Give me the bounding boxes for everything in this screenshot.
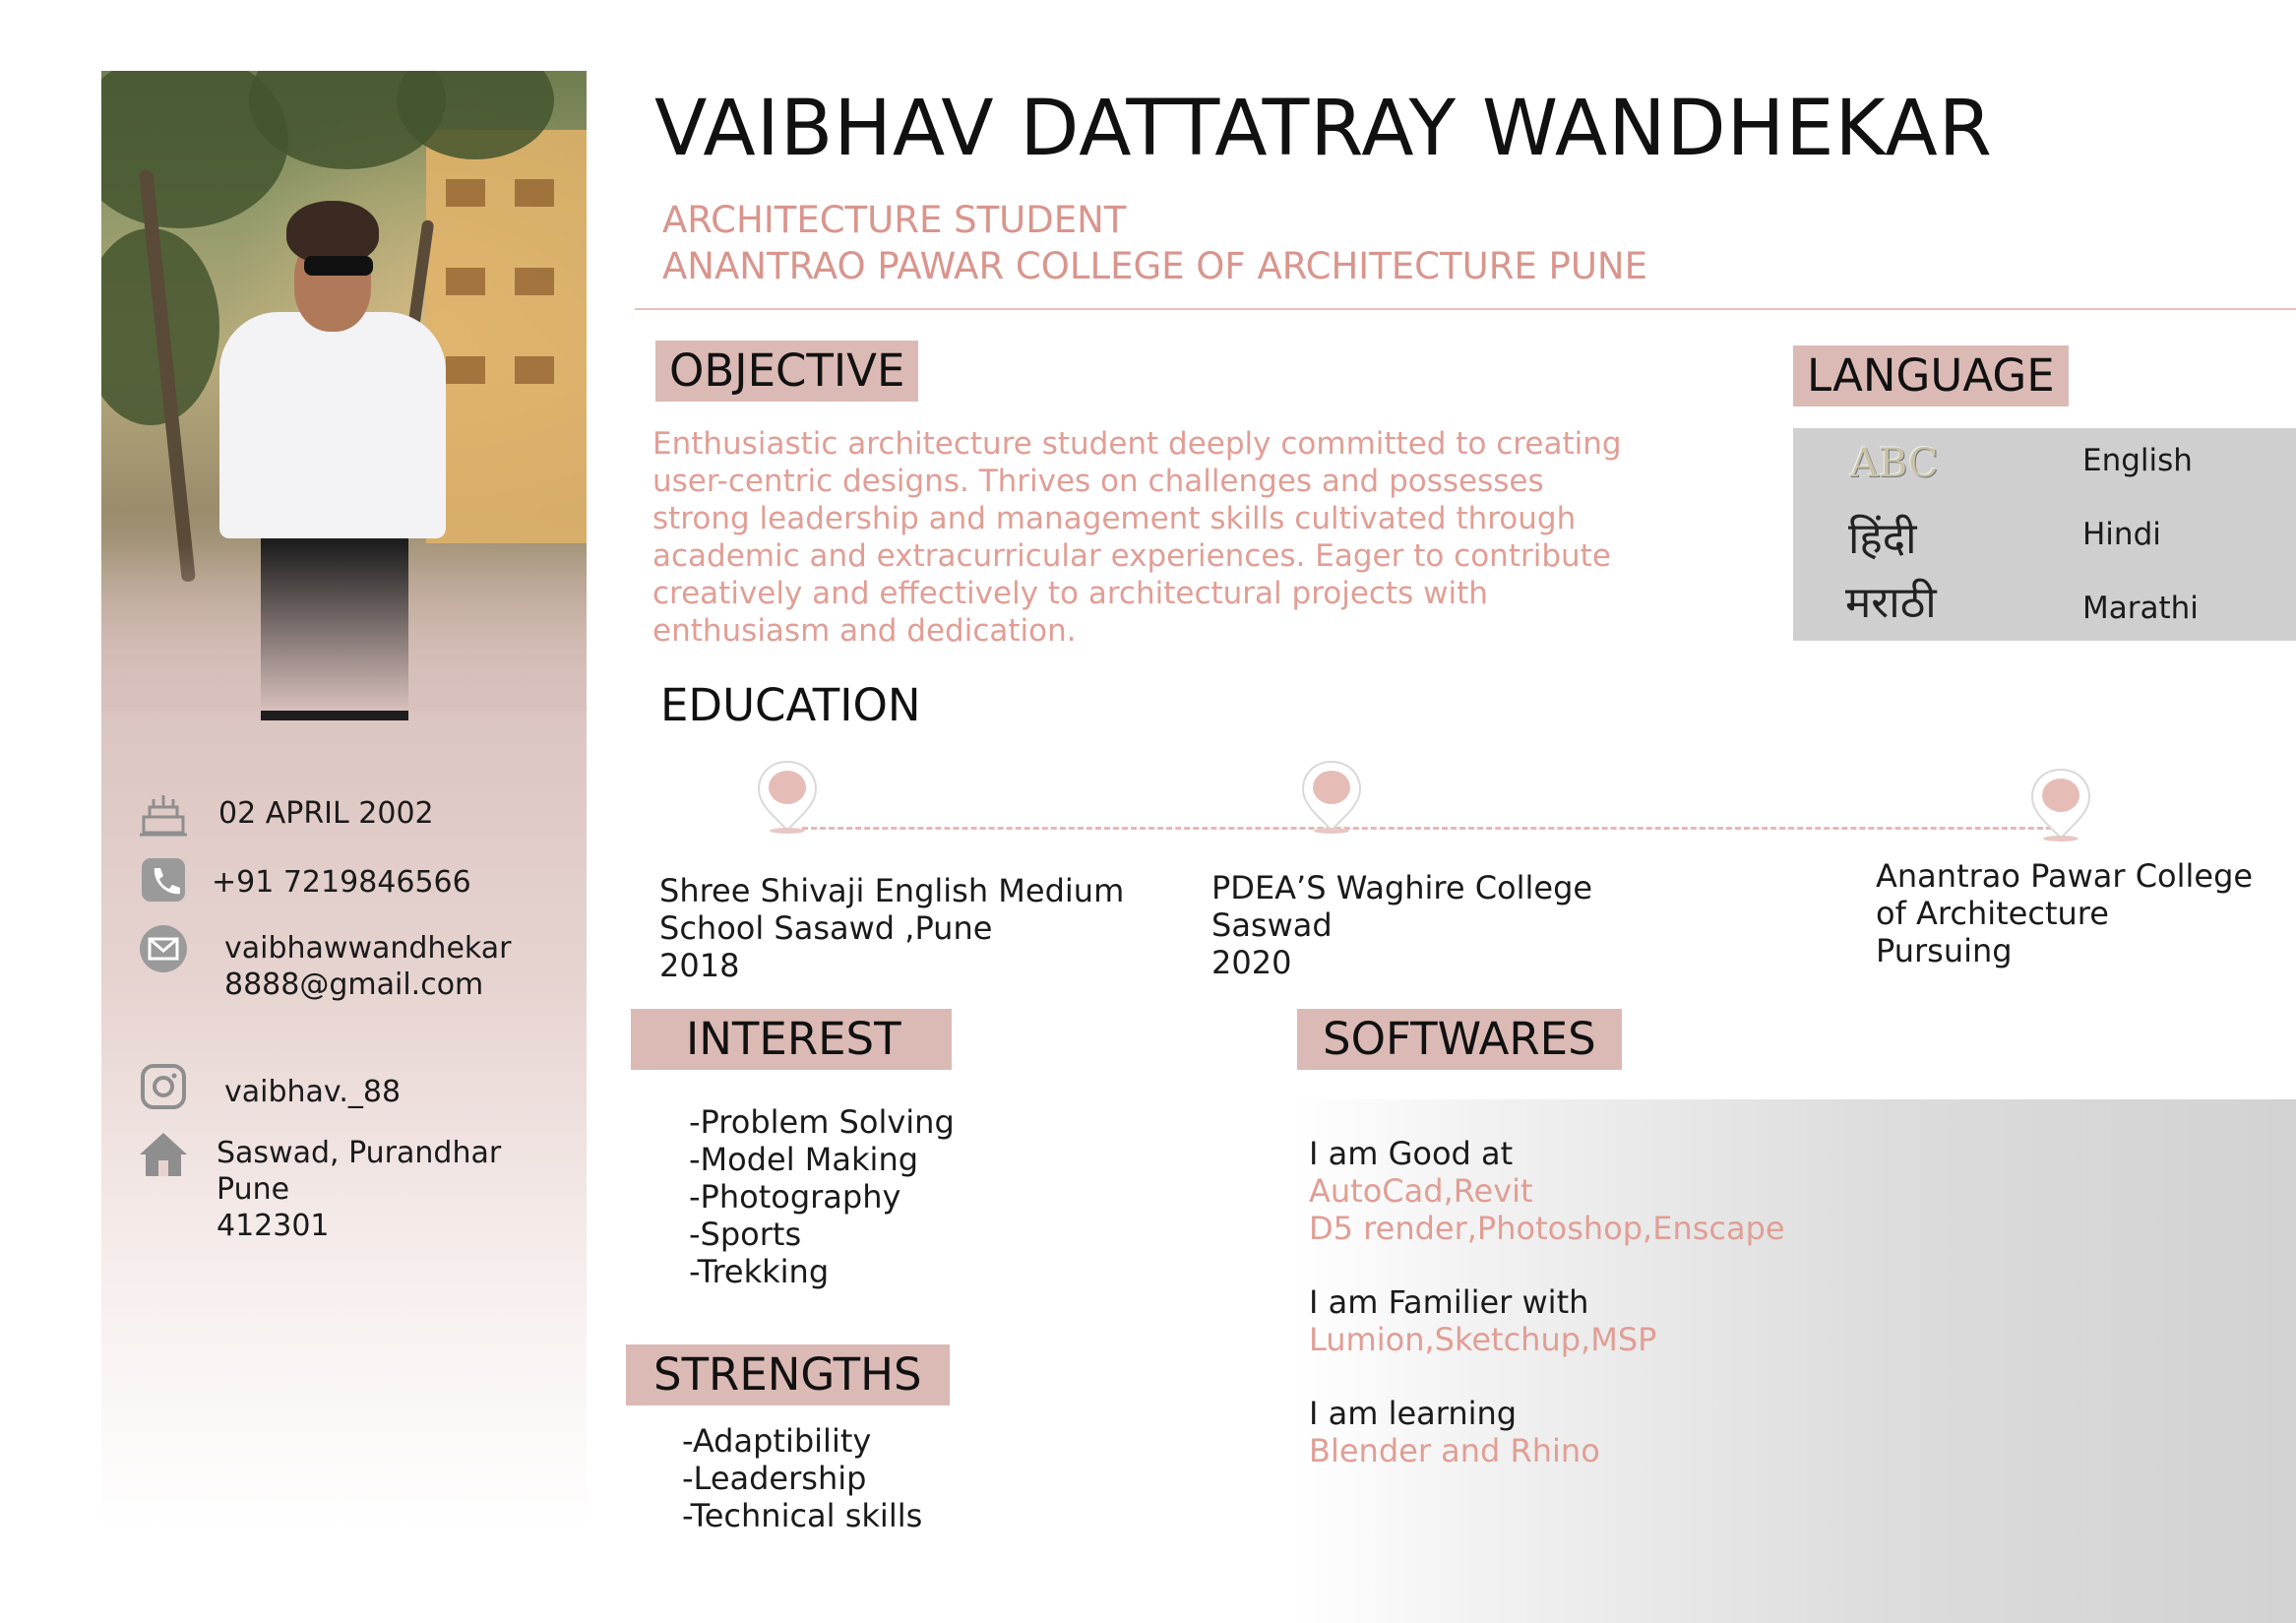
education-school-1-year: 2018	[659, 947, 740, 984]
college-title: ANANTRAO PAWAR COLLEGE OF ARCHITECTURE PUNE	[662, 245, 1647, 287]
photo-window	[515, 179, 554, 207]
map-pin-icon	[1299, 760, 1364, 835]
language-name-english: English	[2082, 443, 2193, 478]
dob-text: 02 APRIL 2002	[218, 796, 434, 831]
software-familiar-label: I am Familier with	[1309, 1283, 1589, 1321]
photo-window	[515, 356, 554, 384]
photo-fade	[101, 543, 587, 711]
photo-window	[515, 268, 554, 295]
interest-heading: INTEREST	[631, 1009, 952, 1070]
email-text[interactable]	[224, 930, 511, 1003]
photo-person-shirt	[219, 312, 446, 538]
objective-heading: OBJECTIVE	[655, 341, 918, 402]
education-school-2-year: 2020	[1211, 944, 1292, 981]
instagram-icon[interactable]	[138, 1063, 189, 1117]
address-line-2: Pune	[217, 1172, 290, 1207]
software-learning-line-1: Blender and Rhino	[1309, 1432, 1600, 1469]
softwares-heading: SOFTWARES	[1297, 1009, 1622, 1070]
list-item: -Trekking	[689, 1253, 830, 1290]
email-line-1[interactable]: vaibhawwandhekar	[224, 931, 512, 966]
software-good-line-1: AutoCad,Revit	[1309, 1172, 1533, 1210]
list-item: -Model Making	[689, 1141, 919, 1178]
language-symbol-english: ABC	[1850, 441, 1939, 486]
strengths-list	[682, 1422, 922, 1534]
map-pin-icon	[2028, 768, 2093, 843]
education-school-2-line-1: PDEA’S Waghire College	[1211, 869, 1593, 906]
education-school-3-status: Pursuing	[1876, 932, 2013, 969]
software-familiar-line-1: Lumion,Sketchup,MSP	[1309, 1321, 1657, 1358]
photo-window	[446, 268, 485, 295]
spacer	[1309, 1358, 1785, 1395]
strengths-heading: STRENGTHS	[626, 1344, 950, 1405]
language-name-hindi: Hindi	[2082, 517, 2161, 552]
language-symbol-hindi: हिंदी	[1848, 514, 1917, 564]
software-good-label: I am Good at	[1309, 1135, 1514, 1172]
photo-window	[446, 356, 485, 384]
photo-person-glasses	[304, 256, 373, 276]
education-heading: EDUCATION	[660, 679, 921, 731]
photo-window	[446, 179, 485, 207]
role-title: ARCHITECTURE STUDENT	[662, 199, 1127, 241]
spacer	[1309, 1247, 1785, 1283]
home-icon	[138, 1129, 189, 1187]
education-school-1-line-1: Shree Shivaji English Medium	[659, 872, 1125, 909]
address-line-3: 412301	[217, 1209, 330, 1243]
education-timeline	[802, 827, 2052, 830]
list-item: -Technical skills	[682, 1497, 923, 1534]
phone-text[interactable]: +91 7219846566	[212, 865, 471, 900]
header-divider	[635, 308, 2296, 310]
softwares-list	[1309, 1135, 1785, 1469]
list-item: -Adaptibility	[682, 1422, 872, 1460]
objective-text: Enthusiastic architecture student deeply committed to creating user-centric designs. Thrives on challenges and possesses strong leadership and management skills cultivated through academic and extracurricular experiences. Eager to contribute creatively and effectively to architectural projects with enthusiasm and dedication.	[652, 426, 1622, 649]
language-symbol-marathi: मराठी	[1845, 578, 1937, 628]
education-school-1-line-2: School Sasawd ,Pune	[659, 909, 993, 947]
education-item	[659, 872, 1124, 984]
candidate-name: VAIBHAV DATTATRAY WANDHEKAR	[654, 85, 1993, 173]
education-item	[1211, 869, 1592, 981]
address-line-1: Saswad, Purandhar	[217, 1136, 502, 1170]
photo-person-hair	[286, 201, 379, 264]
mail-icon[interactable]	[138, 923, 189, 981]
software-good-line-2: D5 render,Photoshop,Enscape	[1309, 1210, 1785, 1247]
instagram-handle[interactable]: vaibhav._88	[224, 1075, 402, 1109]
language-name-marathi: Marathi	[2082, 591, 2199, 626]
phone-icon[interactable]	[138, 856, 189, 910]
education-school-3-line-1: Anantrao Pawar College	[1876, 857, 2254, 895]
education-school-3-line-2: of Architecture	[1876, 895, 2109, 932]
education-school-2-line-2: Saswad	[1211, 906, 1333, 944]
language-heading: LANGUAGE	[1793, 345, 2069, 406]
list-item: -Problem Solving	[689, 1103, 955, 1141]
map-pin-icon	[755, 760, 820, 835]
email-line-2[interactable]: 8888@gmail.com	[224, 968, 484, 1002]
interest-list	[689, 1103, 955, 1290]
list-item: -Photography	[689, 1178, 901, 1216]
cake-icon	[138, 787, 189, 845]
list-item: -Sports	[689, 1216, 802, 1253]
education-item	[1876, 857, 2253, 969]
address-text	[217, 1135, 501, 1244]
list-item: -Leadership	[682, 1460, 867, 1497]
software-learning-label: I am learning	[1309, 1395, 1518, 1432]
